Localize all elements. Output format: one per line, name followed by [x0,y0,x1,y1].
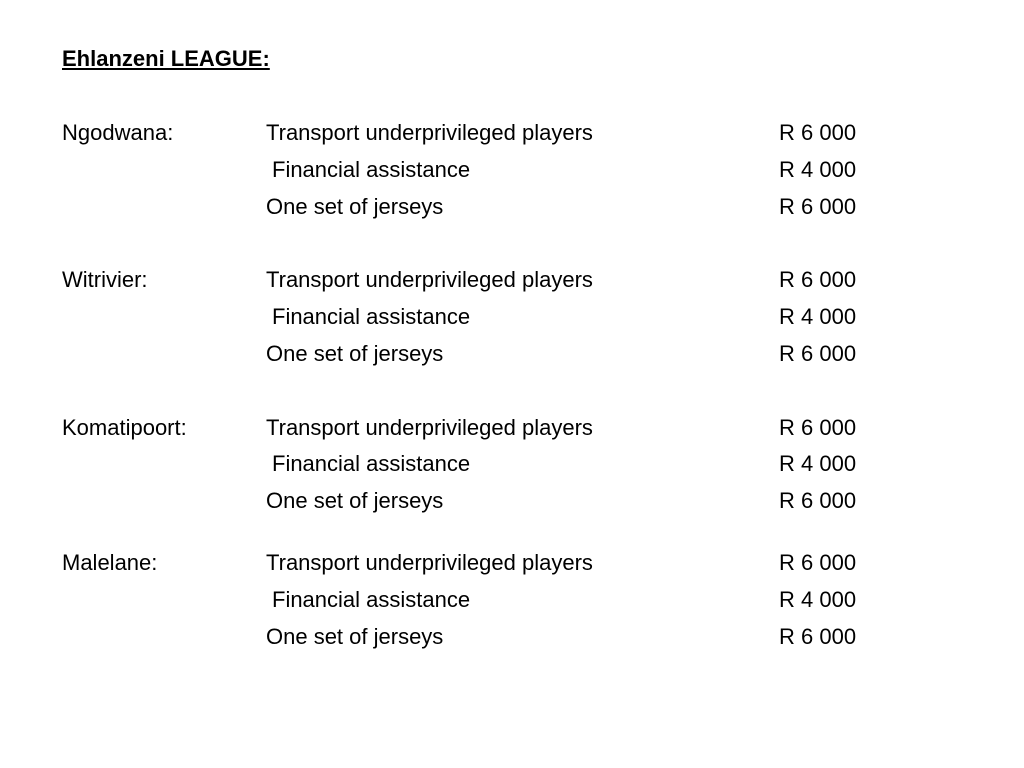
item-amount: R 6 000 [779,550,857,575]
item-amount: R 6 000 [779,267,857,292]
club-name: Ngodwana: [62,120,174,145]
list-item [0,548,1024,578]
list-item [0,413,1024,443]
club-name: Komatipoort: [62,415,187,440]
list-item [0,622,1024,652]
item-description: Transport underprivileged players [266,120,593,145]
item-amount: R 6 000 [779,488,857,513]
item-amount: R 6 000 [779,194,857,219]
list-item [0,585,1024,615]
item-description: Financial assistance [272,451,471,476]
item-amount: R 6 000 [779,341,857,366]
item-description: Transport underprivileged players [266,415,593,440]
list-item [0,339,1024,369]
list-item [0,192,1024,222]
item-description: Financial assistance [272,157,471,182]
item-description: Financial assistance [272,587,471,612]
item-description: One set of jerseys [266,194,444,219]
page-title: Ehlanzeni LEAGUE: [62,46,270,71]
item-description: One set of jerseys [266,341,444,366]
item-amount: R 4 000 [779,587,857,612]
item-description: Transport underprivileged players [266,267,593,292]
list-item [0,118,1024,148]
item-description: Transport underprivileged players [266,550,593,575]
list-item [0,302,1024,332]
list-item [0,265,1024,295]
item-description: One set of jerseys [266,624,444,649]
item-amount: R 4 000 [779,304,857,329]
item-amount: R 6 000 [779,624,857,649]
item-amount: R 4 000 [779,157,857,182]
list-item [0,449,1024,479]
club-name: Witrivier: [62,267,148,292]
item-amount: R 4 000 [779,451,857,476]
item-amount: R 6 000 [779,120,857,145]
club-name: Malelane: [62,550,158,575]
list-item [0,486,1024,516]
item-amount: R 6 000 [779,415,857,440]
list-item [0,155,1024,185]
item-description: One set of jerseys [266,488,444,513]
item-description: Financial assistance [272,304,471,329]
